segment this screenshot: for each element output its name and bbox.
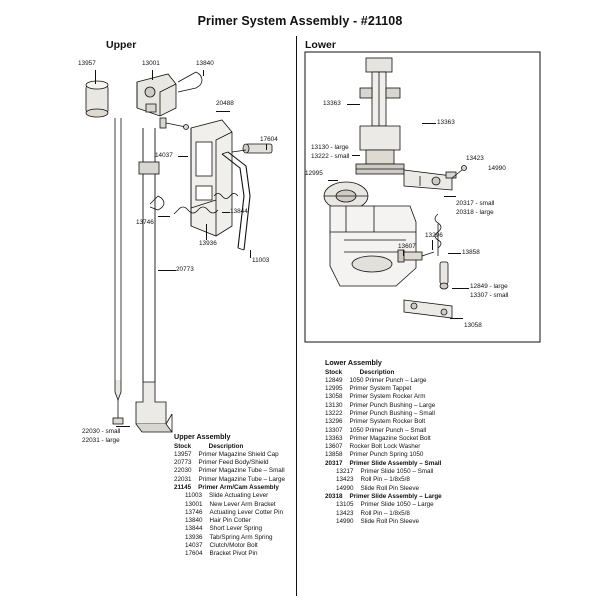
- parts-list-row: [174, 476, 344, 484]
- callout-13957: 13957: [78, 60, 96, 67]
- upper-col-stock: Stock: [174, 442, 192, 450]
- lead-20773: [158, 270, 176, 271]
- parts-row-description: Primer Slide 1050 – Large: [360, 501, 434, 509]
- callout-22031: 22031 - large: [82, 437, 120, 444]
- callout-lower-13363-a: 13363: [323, 100, 341, 107]
- lower-assembly-rows: [325, 377, 540, 526]
- parts-row-stock: 13746: [185, 508, 203, 516]
- callout-13840: 13840: [196, 60, 214, 67]
- parts-row-description: Primer Punch Bushing – Large: [349, 401, 436, 409]
- parts-list-row: [325, 402, 540, 410]
- parts-list-row: [325, 435, 540, 443]
- callout-12849: 12849 - large: [470, 283, 508, 290]
- parts-row-description: Primer Feed Body/Shield: [198, 459, 269, 467]
- parts-list-row: [325, 443, 540, 451]
- callout-13130: 13130 - large: [311, 144, 349, 151]
- parts-row-description: Primer Punch Bushing – Small: [349, 409, 435, 417]
- parts-row-description: Slide Roll Pin Sleeve: [360, 484, 419, 492]
- parts-row-description: Hair Pin Cotter: [209, 517, 251, 525]
- callout-13296: 13296: [425, 232, 443, 239]
- parts-row-stock: 13423: [336, 509, 354, 517]
- upper-assembly-rows: [174, 451, 344, 559]
- lower-col-stock: Stock: [325, 368, 343, 376]
- lead-14037: [178, 156, 188, 157]
- lead-lower-13363-b: [422, 123, 436, 124]
- parts-list-row: [325, 468, 540, 476]
- parts-list-row: [174, 467, 344, 475]
- parts-row-description: Primer Slide 1050 – Small: [360, 468, 434, 476]
- parts-list-row: [174, 525, 344, 533]
- parts-row-description: Primer Arm/Cam Assembly: [198, 483, 279, 491]
- parts-row-stock: 13130: [325, 401, 343, 409]
- parts-row-description: 1050 Primer Punch – Large: [349, 376, 427, 384]
- parts-list-row: [325, 418, 540, 426]
- parts-row-description: Primer Magazine Shield Cap: [198, 450, 279, 458]
- callout-13844: 13844: [230, 208, 248, 215]
- parts-row-stock: 14990: [336, 517, 354, 525]
- parts-list-row: [174, 550, 344, 558]
- callout-lower-13363-b: 13363: [437, 119, 455, 126]
- parts-row-stock: 13936: [185, 533, 203, 541]
- callout-13746: 13746: [136, 219, 154, 226]
- parts-row-description: Slide Roll Pin Sleeve: [360, 517, 419, 525]
- callout-13001: 13001: [142, 60, 160, 67]
- parts-list-row: [174, 484, 344, 492]
- parts-list-row: [325, 377, 540, 385]
- parts-row-description: 1050 Primer Punch – Small: [349, 426, 427, 434]
- upper-panel-label: Upper: [106, 39, 137, 51]
- parts-list-row: [325, 410, 540, 418]
- parts-row-stock: 13001: [185, 500, 203, 508]
- parts-list-row: [174, 542, 344, 550]
- callout-20318: 20318 - large: [456, 209, 494, 216]
- parts-list-row: [325, 501, 540, 509]
- parts-row-description: Primer Magazine Tube – Small: [198, 467, 285, 475]
- parts-row-stock: 22030: [174, 467, 192, 475]
- part-13840-hair-pin-cotter: [178, 72, 202, 92]
- parts-row-stock: 12995: [325, 385, 343, 393]
- parts-list-row: [325, 476, 540, 484]
- callout-20773: 20773: [176, 266, 194, 273]
- callout-13858: 13858: [462, 249, 480, 256]
- parts-row-stock: 14990: [336, 484, 354, 492]
- lead-12849: [452, 288, 469, 289]
- parts-list-row: [174, 501, 344, 509]
- part-20488-primer-arm-cam-body: [191, 120, 232, 236]
- parts-list-row: [325, 493, 540, 501]
- upper-assembly-list: [174, 432, 344, 559]
- parts-row-stock: 13840: [185, 517, 203, 525]
- parts-list-row: [174, 517, 344, 525]
- lower-assembly-heading: Lower Assembly: [325, 358, 382, 367]
- lower-assembly-list: [325, 358, 540, 526]
- lead-13058: [450, 318, 463, 319]
- parts-list-row: [325, 385, 540, 393]
- parts-row-stock: 20317: [325, 459, 343, 467]
- parts-list-row: [174, 534, 344, 542]
- parts-row-description: Roll Pin – 1/8x5/8: [360, 509, 410, 517]
- parts-row-stock: 14037: [185, 542, 203, 550]
- parts-list-row: [325, 393, 540, 401]
- part-13058-primer-system-rocker-arm: [404, 300, 452, 318]
- parts-row-stock: 22031: [174, 475, 192, 483]
- parts-row-description: Tab/Spring Arm Spring: [209, 533, 273, 541]
- lead-13296: [432, 240, 433, 250]
- parts-row-description: Bracket Pivot Pin: [209, 550, 258, 558]
- lead-20317: [444, 196, 456, 197]
- parts-row-description: Roll Pin – 1/8x5/8: [360, 476, 410, 484]
- parts-row-description: Clutch/Motor Bolt: [209, 542, 258, 550]
- parts-row-stock: 13957: [174, 450, 192, 458]
- lead-lower-13363-a: [347, 104, 360, 105]
- callout-12995: 12995: [305, 170, 323, 177]
- parts-row-stock: 13217: [336, 468, 354, 476]
- upper-col-description: Description: [208, 442, 244, 450]
- parts-row-description: Primer Magazine Tube – Large: [198, 475, 285, 483]
- parts-row-description: Primer System Tappet: [349, 385, 412, 393]
- lower-assembly-columns: [325, 369, 540, 377]
- parts-row-description: Primer Magazine Socket Bolt: [349, 434, 431, 442]
- part-12849-primer-punch: [440, 262, 448, 289]
- callout-13423: 13423: [466, 155, 484, 162]
- lead-13607: [403, 250, 404, 256]
- page-title: Primer System Assembly - #21108: [197, 14, 403, 28]
- lead-20488: [216, 111, 230, 112]
- part-13363-primer-magazine-socket: [360, 58, 400, 164]
- parts-row-stock: 21145: [174, 483, 192, 491]
- parts-row-stock: 13058: [325, 393, 343, 401]
- callout-17604: 17604: [260, 136, 278, 143]
- parts-row-stock: 13607: [325, 443, 343, 451]
- part-13001-lever-arm-bracket: [137, 74, 176, 116]
- lead-13957: [95, 70, 96, 84]
- parts-row-stock: 13222: [325, 409, 343, 417]
- lower-col-description: Description: [359, 368, 395, 376]
- parts-list-row: [174, 492, 344, 500]
- lead-13746: [158, 216, 170, 217]
- parts-row-stock: 13858: [325, 451, 343, 459]
- callout-13307: 13307 - small: [470, 292, 509, 299]
- callout-14037: 14037: [155, 152, 173, 159]
- parts-list-row: [174, 509, 344, 517]
- upper-assembly-heading: Upper Assembly: [174, 432, 231, 441]
- callout-13058: 13058: [464, 322, 482, 329]
- parts-row-description: Primer Punch Spring 1050: [349, 451, 424, 459]
- parts-row-stock: 12849: [325, 376, 343, 384]
- part-14037-clutch-motor-bolt: [160, 118, 189, 130]
- parts-row-stock: 20318: [325, 492, 343, 500]
- parts-list-row: [325, 451, 540, 459]
- lead-13130: [352, 155, 360, 156]
- part-20773-primer-feed-body-shield: [136, 128, 172, 432]
- lead-11003: [250, 250, 251, 258]
- callout-14990: 14990: [488, 165, 506, 172]
- parts-row-description: Primer System Rocker Arm: [349, 393, 426, 401]
- lead-13844: [222, 212, 230, 213]
- callout-13936: 13936: [199, 240, 217, 247]
- parts-row-stock: 13307: [325, 426, 343, 434]
- callout-11003: 11003: [252, 257, 270, 264]
- callout-20488: 20488: [216, 100, 234, 107]
- lead-13001: [152, 70, 153, 80]
- lead-13858: [448, 253, 461, 254]
- part-20317-primer-slide-assembly: [404, 166, 467, 191]
- parts-row-description: Short Lever Spring: [209, 525, 263, 533]
- lower-panel-label: Lower: [305, 39, 336, 51]
- lead-13840: [203, 70, 204, 76]
- part-22030-magazine-tube: [113, 118, 123, 424]
- parts-row-stock: 13423: [336, 476, 354, 484]
- parts-row-description: Primer Slide Assembly – Large: [349, 492, 442, 500]
- upper-assembly-columns: [174, 443, 344, 451]
- parts-list-row: [325, 510, 540, 518]
- lead-13936: [206, 224, 207, 240]
- parts-list-row: [325, 518, 540, 526]
- lead-12995: [328, 180, 338, 181]
- parts-row-stock: 13844: [185, 525, 203, 533]
- parts-list-row: [325, 460, 540, 468]
- lead-17604: [266, 144, 267, 150]
- parts-list-row: [174, 451, 344, 459]
- parts-row-description: Rocker Bolt Lock Washer: [349, 443, 421, 451]
- lead-22030: [116, 426, 130, 427]
- part-13746-actuating-lever-cotter-pin: [150, 196, 164, 210]
- parts-row-description: Slide Actuating Lever: [209, 492, 269, 500]
- part-13130-primer-punch-bushing: [356, 164, 404, 174]
- parts-row-description: New Lever Arm Bracket: [209, 500, 276, 508]
- part-13957-magazine-shield-cap: [86, 81, 108, 117]
- callout-20317: 20317 - small: [456, 200, 495, 207]
- callout-22030: 22030 - small: [82, 428, 121, 435]
- parts-row-description: Primer Slide Assembly – Small: [349, 459, 442, 467]
- parts-row-stock: 17604: [185, 550, 203, 558]
- parts-row-description: Actuating Lever Cotter Pin: [209, 508, 284, 516]
- parts-row-stock: 13363: [325, 434, 343, 442]
- parts-list-row: [325, 485, 540, 493]
- parts-row-stock: 13296: [325, 418, 343, 426]
- parts-row-description: Primer System Rocker Bolt: [349, 418, 426, 426]
- parts-list-row: [174, 459, 344, 467]
- parts-list-row: [325, 427, 540, 435]
- callout-13222: 13222 - small: [311, 153, 350, 160]
- parts-row-stock: 13105: [336, 501, 354, 509]
- parts-row-stock: 20773: [174, 459, 192, 467]
- callout-13607: 13607: [398, 243, 416, 250]
- parts-row-stock: 11003: [185, 492, 203, 500]
